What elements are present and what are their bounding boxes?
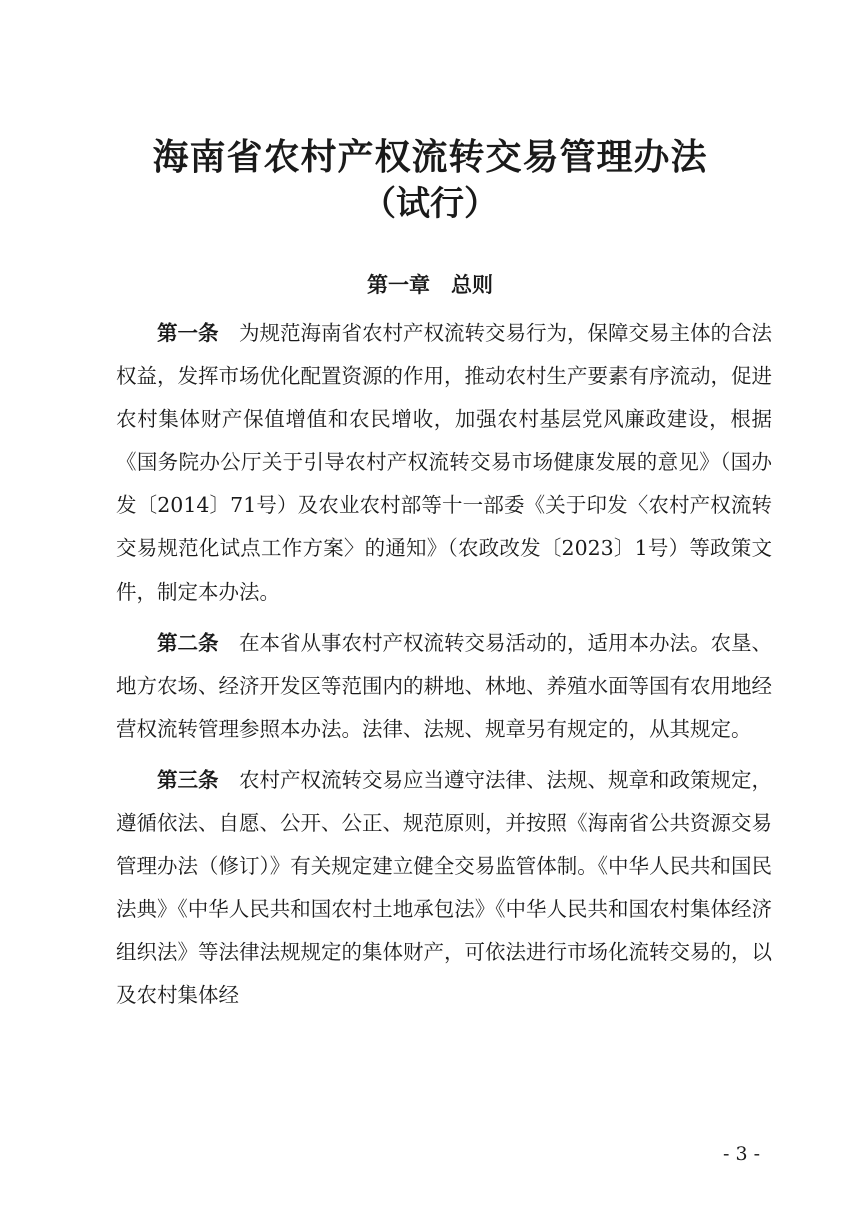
chapter-heading: 第一章 总则 <box>367 273 493 297</box>
article-2 <box>116 622 772 751</box>
article-number: 第一条 <box>157 321 219 345</box>
article-number: 第二条 <box>157 630 219 655</box>
article-1 <box>116 312 772 614</box>
document-subtitle: （试行） <box>362 184 498 224</box>
article-text: 农村产权流转交易应当遵守法律、法规、规章和政策规定，遵循依法、自愿、公开、公正、规范原则，并按照《海南省公共资源交易管理办法（修订）》有关规定建立健全交易监管体制。《中华人民共和国民法典》《中华人民共和国农村土地承包法》《中华人民共和国农村集体经济组织法》等法律法规规定的集体财产，可依法进行市场化流转交易的，以及农村集体经 <box>116 767 772 1008</box>
document-body <box>116 312 772 1018</box>
article-text: 为规范海南省农村产权流转交易行为，保障交易主体的合法权益，发挥市场优化配置资源的作用，推动农村生产要素有序流动，促进农村集体财产保值增值和农民增收，加强农村基层党风廉政建设，根据《国务院办公厅关于引导农村产权流转交易市场健康发展的意见》（国办发〔2014〕71号）及农业农村部等十一部委《关于印发〈农村产权流转交易规范化试点工作方案〉的通知》（农政改发〔2023〕1号）等政策文件，制定本办法。 <box>116 321 772 604</box>
page-number: - 3 - <box>722 1143 760 1165</box>
document-title: 海南省农村产权流转交易管理办法 <box>152 136 708 178</box>
article-text: 在本省从事农村产权流转交易活动的，适用本办法。农垦、地方农场、经济开发区等范围内的耕地、林地、养殖水面等国有农用地经营权流转管理参照本办法。法律、法规、规章另有规定的，从其规定。 <box>116 630 772 741</box>
article-3 <box>116 759 772 1018</box>
article-number: 第三条 <box>157 767 219 792</box>
